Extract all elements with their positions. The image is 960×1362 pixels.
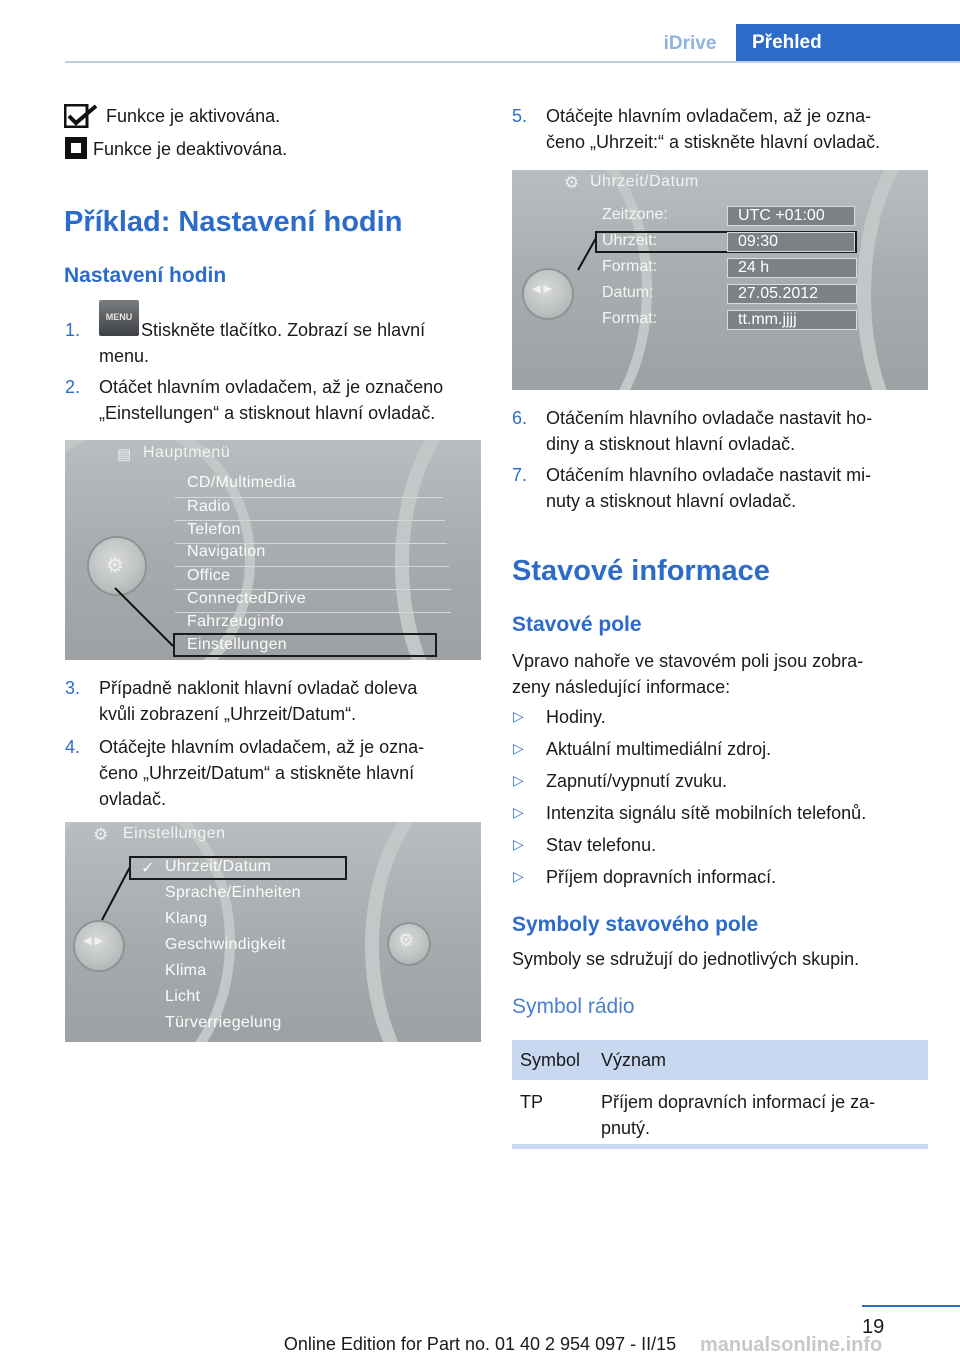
step-text: Otáčejte hlavním ovladačem, až je ozna‐ [546, 106, 872, 126]
tab-idrive: iDrive [663, 33, 717, 54]
bullet-item: Hodiny. [546, 707, 606, 727]
bullet-item: Stav telefonu. [546, 835, 657, 855]
screen-settings [65, 822, 481, 1042]
section-subheading: Symbol rádio [512, 995, 635, 1018]
step-text: Otáčením hlavního ovladače nastavit mi‐ [546, 465, 872, 485]
step-number: 7. [512, 465, 528, 485]
bullet-marker: ▷ [513, 868, 524, 884]
step-text: čeno „Uhrzeit/Datum“ a stiskněte hlavní [99, 763, 415, 783]
table-bottom-border [512, 1144, 928, 1149]
step-text: Otáčením hlavního ovladače nastavit ho‐ [546, 408, 873, 428]
legend-deactivated: Funkce je deaktivována. [93, 139, 288, 159]
bullet-item: Příjem dopravních informací. [546, 867, 777, 887]
step-text: ovladač. [99, 789, 167, 809]
page-heading: Příklad: Nastavení hodin [64, 206, 403, 238]
menu-item: Klang [165, 910, 208, 927]
bullet-marker: ▷ [513, 740, 524, 756]
menu-item: Office [187, 567, 231, 584]
footer-divider [862, 1305, 960, 1307]
table-header-cell: Symbol [520, 1050, 581, 1070]
screen-title: Hauptmenü [143, 444, 231, 461]
step-number: 1. [65, 320, 81, 340]
menu-item: Klima [165, 962, 207, 979]
menu-item: Geschwindigkeit [165, 936, 286, 953]
section-subheading: Nastavení hodin [64, 264, 227, 287]
field-value: 27.05.2012 [727, 284, 857, 304]
watermark: manualsonline.info [700, 1334, 883, 1356]
check-icon [64, 104, 98, 128]
left-right-arrows-icon: ◀ ▶ [83, 935, 103, 947]
screen-clock [512, 170, 928, 390]
menu-item-selected: Einstellungen [187, 636, 287, 653]
section-subheading: Symboly stavového pole [512, 913, 759, 936]
paragraph-text: Symboly se sdružují do jednotlivých skupin. [512, 949, 860, 969]
menu-item: Fahrzeuginfo [187, 613, 284, 630]
step-text: menu. [99, 346, 150, 366]
menu-item: Sprache/Einheiten [165, 884, 301, 901]
check-mark: ✓ [141, 860, 155, 877]
bullet-item: Aktuální multimediální zdroj. [546, 739, 772, 759]
step-number: 5. [512, 106, 528, 126]
step-number: 6. [512, 408, 528, 428]
tab-prehled: Přehled [736, 24, 960, 62]
screen-main-menu [65, 440, 481, 660]
menu-item: Navigation [187, 543, 266, 560]
step-text: Stiskněte tlačítko. Zobrazí se hlavní [141, 320, 426, 340]
screen-title: Uhrzeit/Datum [590, 173, 699, 190]
table-cell: Příjem dopravních informací je za‐ [601, 1092, 876, 1112]
menu-item: CD/Multimedia [187, 474, 296, 491]
section-heading: Stavové informace [512, 555, 770, 587]
step-text: Případně naklonit hlavní ovladač doleva [99, 678, 418, 698]
menu-item: Licht [165, 988, 201, 1005]
paragraph-text: zeny následující informace: [512, 677, 731, 697]
step-number: 2. [65, 377, 81, 397]
gear-icon: ⚙ [564, 173, 580, 192]
menu-item: Radio [187, 498, 231, 515]
gear-icon: ⚙ [93, 825, 109, 844]
field-value: 24 h [727, 258, 857, 278]
step-text: nuty a stisknout hlavní ovladač. [546, 491, 797, 511]
table-header-cell: Význam [601, 1050, 667, 1070]
step-text: Otáčejte hlavním ovladačem, až je ozna‐ [99, 737, 425, 757]
selection-pointer [65, 440, 481, 660]
paragraph-text: Vpravo nahoře ve stavovém poli jsou zobra‐ [512, 651, 864, 671]
gear-icon: ⚙ [106, 555, 124, 577]
bullet-item: Zapnutí/vypnutí zvuku. [546, 771, 728, 791]
field-label: Datum: [602, 284, 654, 301]
legend-activated: Funkce je aktivována. [106, 106, 281, 126]
selection-pointer [65, 822, 481, 1042]
step-text: Otáčet hlavním ovladačem, až je označeno [99, 377, 444, 397]
bullet-marker: ▷ [513, 708, 524, 724]
field-value: UTC +01:00 [727, 206, 855, 226]
section-subheading: Stavové pole [512, 613, 642, 636]
table-cell: pnutý. [601, 1118, 651, 1138]
step-text: kvůli zobrazení „Uhrzeit/Datum“. [99, 704, 357, 724]
field-value: 09:30 [727, 232, 855, 252]
step-number: 3. [65, 678, 81, 698]
menu-button-icon: MENU [99, 300, 139, 336]
menu-item: Türverriegelung [165, 1014, 282, 1031]
menu-item-selected: Uhrzeit/Datum [165, 858, 272, 875]
screen-title: Einstellungen [123, 825, 226, 842]
step-number: 4. [65, 737, 81, 757]
field-label: Format: [602, 310, 658, 327]
field-label: Uhrzeit: [602, 232, 658, 249]
left-right-arrows-icon: ◀ ▶ [532, 283, 552, 295]
menu-item: ConnectedDrive [187, 590, 306, 607]
bullet-marker: ▷ [513, 804, 524, 820]
field-value: tt.mm.jjjj [727, 310, 857, 330]
bullet-marker: ▷ [513, 772, 524, 788]
menu-list-icon: ▤ [117, 446, 132, 463]
header-divider [65, 61, 960, 63]
bullet-item: Intenzita signálu sítě mobilních telefonů. [546, 803, 867, 823]
step-text: diny a stisknout hlavní ovladač. [546, 434, 796, 454]
table-cell: TP [520, 1092, 544, 1112]
bullet-marker: ▷ [513, 836, 524, 852]
step-text: „Einstellungen“ a stisknout hlavní ovladač. [99, 403, 436, 423]
edition-text: Online Edition for Part no. 01 40 2 954 097 - II/15 [283, 1334, 677, 1354]
empty-box-icon [65, 137, 87, 159]
selection-pointer [512, 170, 928, 390]
step-text: čeno „Uhrzeit:“ a stiskněte hlavní ovladač. [546, 132, 881, 152]
menu-item: Telefon [187, 521, 241, 538]
field-label: Format: [602, 258, 658, 275]
gear-icon: ⚙ [398, 930, 415, 950]
page-number: 19 [862, 1316, 885, 1338]
field-label: Zeitzone: [602, 206, 668, 223]
